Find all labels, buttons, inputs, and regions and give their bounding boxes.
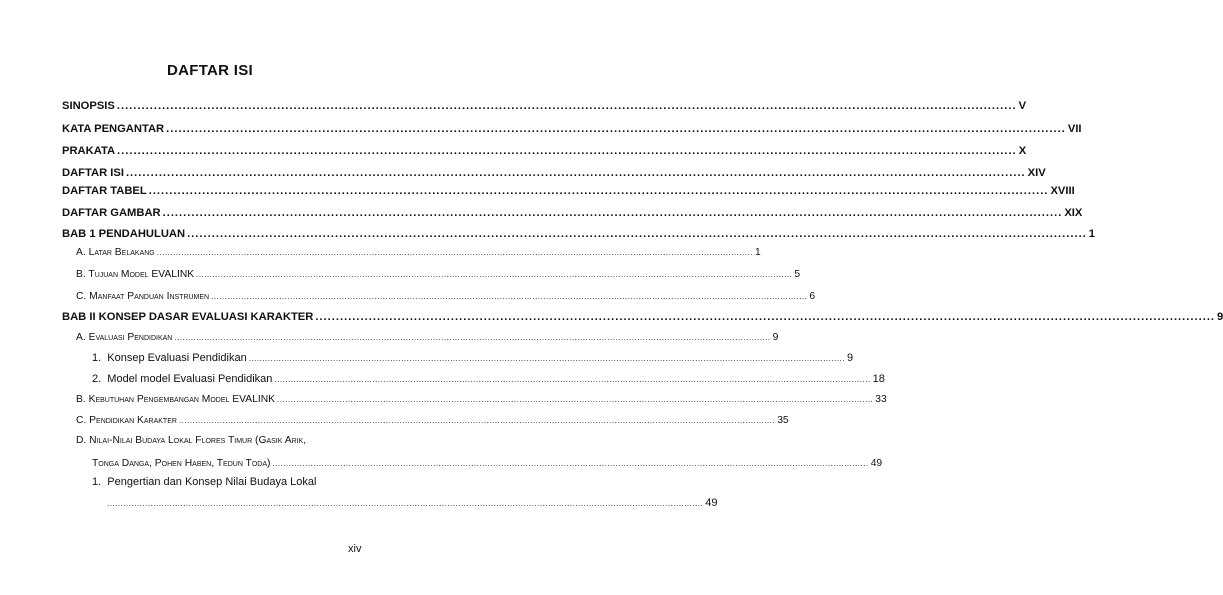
toc-entry-page: 6 — [809, 291, 816, 302]
toc-entry-label: C. Pendidikan Karakter — [76, 415, 177, 426]
toc-leader-dots: ........................................................................................................................................................................................................................... — [166, 123, 1066, 135]
toc-leader-dots: ........................................................................................................................................................................................................................... — [148, 185, 1049, 197]
toc-entry-page: V — [1018, 100, 1027, 112]
toc-entry[interactable] — [62, 167, 1046, 179]
toc-entry[interactable] — [76, 247, 761, 258]
toc-entry-page: XVIII — [1050, 185, 1075, 197]
toc-leader-dots: ........................................................................................................................................................................................................................... — [274, 375, 871, 384]
toc-leader-dots: ........................................................................................................................................................................................................................... — [277, 395, 874, 404]
toc-leader-dots: ........................................................................................................................................................................................................................... — [178, 416, 776, 425]
toc-leader-dots: ........................................................................................................................................................................................................................... — [117, 145, 1017, 157]
toc-entry[interactable] — [105, 497, 718, 509]
toc-entry-page: X — [1018, 145, 1027, 157]
toc-entry-page: 49 — [870, 458, 883, 469]
toc-entry-label: 1. Konsep Evaluasi Pendidikan — [92, 352, 247, 364]
toc-entry-page: 33 — [875, 394, 887, 405]
toc-entry-label: BAB II KONSEP DASAR EVALUASI KARAKTER — [62, 311, 314, 323]
toc-entry[interactable] — [76, 291, 816, 302]
toc-leader-dots: ........................................................................................................................................................................................................................... — [116, 100, 1017, 112]
toc-entry[interactable] — [62, 145, 1027, 157]
toc-leader-dots: ........................................................................................................................................................................................................................... — [125, 167, 1026, 179]
toc-leader-dots: ........................................................................................................................................................................................................................... — [162, 207, 1063, 219]
toc-entry-label: 2. Model model Evaluasi Pendidikan — [92, 373, 273, 385]
toc-entry[interactable] — [76, 394, 887, 405]
toc-entry[interactable] — [76, 269, 801, 280]
toc-entry-page: XIX — [1064, 207, 1083, 219]
toc-entry-page: 9 — [1217, 311, 1223, 323]
toc-entry-label: PRAKATA — [62, 145, 116, 157]
toc-entry-page: 49 — [705, 497, 718, 509]
toc-leader-dots: ........................................................................................................................................................................................................................... — [187, 228, 1087, 240]
toc-leader-dots: ........................................................................................................................................................................................................................... — [174, 333, 771, 342]
toc-entry-label: KATA PENGANTAR — [62, 123, 165, 135]
toc-entry-label: B. Kebutuhan Pengembangan Model EVALINK — [76, 394, 276, 405]
toc-leader-dots: ........................................................................................................................................................................................................................... — [156, 248, 754, 257]
toc-entry-label: C. Manfaat Panduan Instrumen — [76, 291, 210, 302]
toc-entry-label-line1[interactable]: 1. Pengertian dan Konsep Nilai Budaya Lokal — [92, 476, 317, 488]
toc-leader-dots: ........................................................................................................................................................................................................................... — [196, 270, 793, 279]
toc-entry-page: 5 — [794, 269, 801, 280]
toc-entry-page: 1 — [755, 247, 761, 258]
toc-entry-page: 18 — [872, 373, 885, 385]
toc-entry-page: XIV — [1027, 167, 1046, 179]
toc-entry-page: VII — [1067, 123, 1082, 135]
toc-leader-dots: ........................................................................................................................................................................................................................... — [211, 292, 808, 301]
toc-leader-dots: ........................................................................................................................................................................................................................... — [248, 354, 845, 363]
toc-entry-label: DAFTAR GAMBAR — [62, 207, 161, 219]
toc-entry-label: Tonga Danga, Pohen Haben, Tedun Toda) — [92, 458, 271, 469]
page-title: DAFTAR ISI — [166, 62, 254, 79]
toc-entry[interactable] — [92, 373, 885, 385]
toc-entry[interactable] — [62, 207, 1083, 219]
toc-entry-label: A. Evaluasi Pendidikan — [76, 332, 173, 343]
toc-entry[interactable] — [92, 352, 854, 364]
toc-entry-label: DAFTAR TABEL — [62, 185, 147, 197]
toc-leader-dots: ........................................................................................................................................................................................................................... — [107, 499, 704, 508]
toc-entry[interactable] — [62, 311, 1223, 323]
toc-entry-label: DAFTAR ISI — [62, 167, 124, 179]
toc-leader-dots: ........................................................................................................................................................................................................................... — [315, 311, 1216, 323]
toc-entry-label: BAB 1 PENDAHULUAN — [62, 228, 186, 240]
toc-entry[interactable] — [62, 100, 1027, 112]
toc-entry-page: 1 — [1088, 228, 1096, 240]
toc-entry-label: B. Tujuan Model EVALINK — [76, 269, 195, 280]
toc-entry-page: 9 — [772, 332, 779, 343]
toc-entry[interactable] — [76, 415, 789, 426]
toc-entry-label: SINOPSIS — [62, 100, 115, 112]
toc-entry-page: 9 — [846, 352, 854, 364]
toc-entry[interactable] — [92, 458, 883, 469]
toc-entry[interactable] — [62, 123, 1082, 135]
toc-entry-label-line1[interactable]: D. Nilai-Nilai Budaya Lokal Flores Timur (Gasik Arik, — [76, 435, 307, 446]
toc-entry-label: A. Latar Belakang — [76, 247, 155, 258]
toc-leader-dots: ........................................................................................................................................................................................................................... — [272, 459, 869, 468]
toc-entry[interactable] — [62, 185, 1075, 197]
toc-entry[interactable] — [76, 332, 779, 343]
page-number: xiv — [348, 543, 362, 555]
toc-entry-page: 35 — [777, 415, 789, 426]
toc-entry[interactable] — [62, 228, 1096, 240]
